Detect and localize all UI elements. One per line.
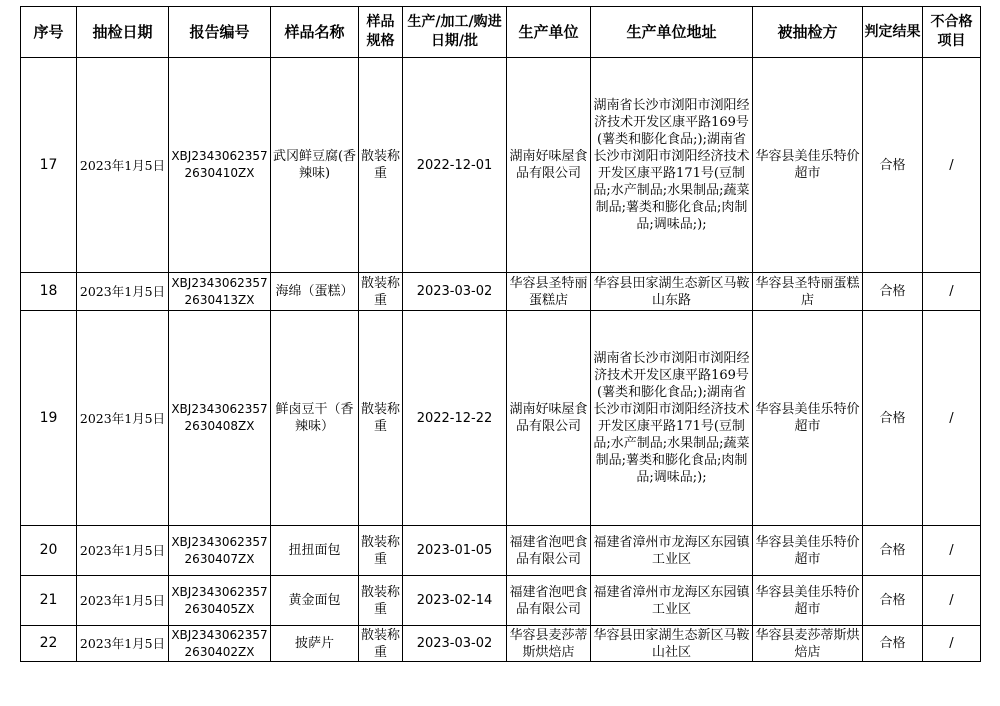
cell-spec: 散装称重 bbox=[359, 576, 403, 626]
cell-inspected: 华容县美佳乐特价超市 bbox=[753, 311, 863, 526]
header-no: 序号 bbox=[21, 7, 77, 58]
cell-prod-date: 2023-03-02 bbox=[403, 273, 507, 311]
cell-inspected: 华容县美佳乐特价超市 bbox=[753, 58, 863, 273]
header-spec: 样品规格 bbox=[359, 7, 403, 58]
cell-unqualified: / bbox=[923, 626, 981, 662]
cell-sample: 武冈鲜豆腐(香辣味) bbox=[271, 58, 359, 273]
table-row bbox=[21, 626, 981, 662]
header-prod-date: 生产/加工/购进日期/批 bbox=[403, 7, 507, 58]
cell-result: 合格 bbox=[863, 311, 923, 526]
cell-unqualified: / bbox=[923, 58, 981, 273]
header-address: 生产单位地址 bbox=[591, 7, 753, 58]
cell-prod-date: 2023-03-02 bbox=[403, 626, 507, 662]
cell-date: 2023年1月5日 bbox=[77, 526, 169, 576]
cell-unqualified: / bbox=[923, 311, 981, 526]
cell-date: 2023年1月5日 bbox=[77, 311, 169, 526]
header-row bbox=[21, 7, 981, 58]
cell-no: 17 bbox=[21, 58, 77, 273]
cell-report: XBJ23430623572630413ZX bbox=[169, 273, 271, 311]
inspection-table bbox=[20, 6, 981, 662]
cell-unqualified: / bbox=[923, 526, 981, 576]
cell-prod-date: 2023-01-05 bbox=[403, 526, 507, 576]
table-row bbox=[21, 311, 981, 526]
cell-inspected: 华容县美佳乐特价超市 bbox=[753, 526, 863, 576]
cell-date: 2023年1月5日 bbox=[77, 626, 169, 662]
cell-producer: 华容县麦莎蒂斯烘焙店 bbox=[507, 626, 591, 662]
header-unqualified: 不合格项目 bbox=[923, 7, 981, 58]
cell-result: 合格 bbox=[863, 273, 923, 311]
header-sample: 样品名称 bbox=[271, 7, 359, 58]
header-inspected: 被抽检方 bbox=[753, 7, 863, 58]
cell-producer: 福建省泡吧食品有限公司 bbox=[507, 526, 591, 576]
header-producer: 生产单位 bbox=[507, 7, 591, 58]
cell-spec: 散装称重 bbox=[359, 273, 403, 311]
cell-spec: 散装称重 bbox=[359, 311, 403, 526]
cell-report: XBJ23430623572630407ZX bbox=[169, 526, 271, 576]
cell-date: 2023年1月5日 bbox=[77, 58, 169, 273]
table-row bbox=[21, 576, 981, 626]
cell-date: 2023年1月5日 bbox=[77, 273, 169, 311]
cell-report: XBJ23430623572630405ZX bbox=[169, 576, 271, 626]
cell-result: 合格 bbox=[863, 526, 923, 576]
cell-producer: 湖南好味屋食品有限公司 bbox=[507, 311, 591, 526]
table-row bbox=[21, 273, 981, 311]
cell-prod-date: 2023-02-14 bbox=[403, 576, 507, 626]
cell-no: 18 bbox=[21, 273, 77, 311]
cell-no: 20 bbox=[21, 526, 77, 576]
cell-address: 华容县田家湖生态新区马鞍山社区 bbox=[591, 626, 753, 662]
cell-producer: 湖南好味屋食品有限公司 bbox=[507, 58, 591, 273]
cell-no: 19 bbox=[21, 311, 77, 526]
cell-sample: 黄金面包 bbox=[271, 576, 359, 626]
cell-prod-date: 2022-12-01 bbox=[403, 58, 507, 273]
cell-address: 湖南省长沙市浏阳市浏阳经济技术开发区康平路169号(薯类和膨化食品;);湖南省长沙市浏阳市浏阳经济技术开发区康平路171号(豆制品;水产制品;水果制品;蔬菜制品;薯类和膨化食品;肉制品;调味品;); bbox=[591, 58, 753, 273]
table-row bbox=[21, 526, 981, 576]
table-row bbox=[21, 58, 981, 273]
cell-spec: 散装称重 bbox=[359, 58, 403, 273]
cell-date: 2023年1月5日 bbox=[77, 576, 169, 626]
cell-inspected: 华容县麦莎蒂斯烘焙店 bbox=[753, 626, 863, 662]
cell-sample: 扭扭面包 bbox=[271, 526, 359, 576]
cell-producer: 华容县圣特丽蛋糕店 bbox=[507, 273, 591, 311]
cell-prod-date: 2022-12-22 bbox=[403, 311, 507, 526]
cell-inspected: 华容县美佳乐特价超市 bbox=[753, 576, 863, 626]
cell-report: XBJ23430623572630410ZX bbox=[169, 58, 271, 273]
cell-unqualified: / bbox=[923, 576, 981, 626]
cell-sample: 海绵（蛋糕） bbox=[271, 273, 359, 311]
cell-sample: 披萨片 bbox=[271, 626, 359, 662]
cell-report: XBJ23430623572630402ZX bbox=[169, 626, 271, 662]
cell-result: 合格 bbox=[863, 58, 923, 273]
header-result: 判定结果 bbox=[863, 7, 923, 58]
cell-address: 福建省漳州市龙海区东园镇工业区 bbox=[591, 576, 753, 626]
cell-address: 湖南省长沙市浏阳市浏阳经济技术开发区康平路169号(薯类和膨化食品;);湖南省长沙市浏阳市浏阳经济技术开发区康平路171号(豆制品;水产制品;水果制品;蔬菜制品;薯类和膨化食品;肉制品;调味品;); bbox=[591, 311, 753, 526]
cell-no: 21 bbox=[21, 576, 77, 626]
cell-address: 华容县田家湖生态新区马鞍山东路 bbox=[591, 273, 753, 311]
cell-spec: 散装称重 bbox=[359, 626, 403, 662]
cell-spec: 散装称重 bbox=[359, 526, 403, 576]
cell-address: 福建省漳州市龙海区东园镇工业区 bbox=[591, 526, 753, 576]
cell-no: 22 bbox=[21, 626, 77, 662]
header-date: 抽检日期 bbox=[77, 7, 169, 58]
cell-sample: 鲜卤豆干（香辣味） bbox=[271, 311, 359, 526]
header-report: 报告编号 bbox=[169, 7, 271, 58]
cell-report: XBJ23430623572630408ZX bbox=[169, 311, 271, 526]
cell-producer: 福建省泡吧食品有限公司 bbox=[507, 576, 591, 626]
cell-result: 合格 bbox=[863, 576, 923, 626]
cell-unqualified: / bbox=[923, 273, 981, 311]
cell-result: 合格 bbox=[863, 626, 923, 662]
cell-inspected: 华容县圣特丽蛋糕店 bbox=[753, 273, 863, 311]
